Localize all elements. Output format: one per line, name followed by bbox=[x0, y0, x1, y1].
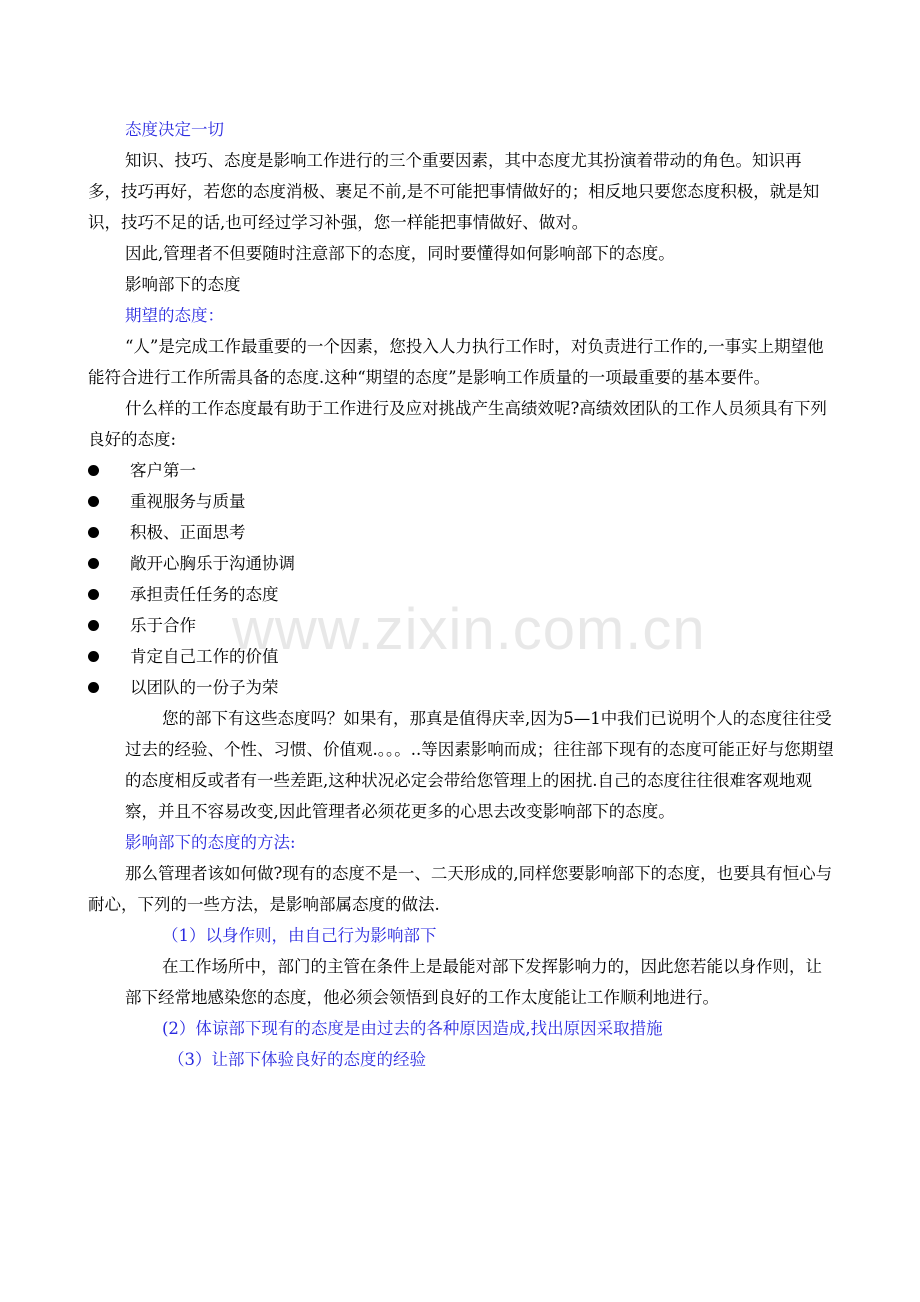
list-item: 乐于合作 bbox=[88, 610, 834, 641]
list-item: 重视服务与质量 bbox=[88, 486, 834, 517]
bullet-icon bbox=[88, 651, 99, 662]
list-item: 客户第一 bbox=[88, 455, 834, 486]
list-item: 敞开心胸乐于沟通协调 bbox=[88, 548, 834, 579]
bullet-icon bbox=[88, 496, 99, 507]
paragraph-intro: 知识、技巧、态度是影响工作进行的三个重要因素，其中态度尤其扮演着带动的角色。知识再多，技巧再好，若您的态度消极、裹足不前,是不可能把事情做好的；相反地只要您态度积极，就是知识，技巧不足的话,也可经过学习补强，您一样能把事情做好、做对。 bbox=[88, 151, 820, 232]
bullet-icon bbox=[88, 527, 99, 538]
doc-title: 态度决定一切 bbox=[125, 120, 224, 139]
bullet-icon bbox=[88, 620, 99, 631]
paragraph-workplace: 在工作场所中，部门的主管在条件上是最能对部下发挥影响力的，因此您若能以身作则，让部下经常地感染您的态度，他必须会领悟到良好的工作太度能让工作顺利地进行。 bbox=[125, 957, 822, 1007]
bullet-icon bbox=[88, 682, 99, 693]
paragraph-people: “人”是完成工作最重要的一个因素，您投入人力执行工作时，对负责进行工作的,一事实上期望他能符合进行工作所需具备的态度.这种“期望的态度”是影响工作质量的一项最重要的基本要件。 bbox=[88, 337, 824, 387]
list-item: 积极、正面思考 bbox=[88, 517, 834, 548]
bullet-icon bbox=[88, 558, 99, 569]
watermark: www.zixin.com.cn bbox=[232, 597, 706, 662]
attitude-list bbox=[88, 455, 834, 703]
list-item: 肯定自己工作的价值 bbox=[88, 641, 834, 672]
heading-expected-attitude: 期望的态度： bbox=[125, 306, 224, 325]
heading-influence: 影响部下的态度 bbox=[125, 275, 241, 294]
paragraph-therefore: 因此,管理者不但要随时注意部下的态度，同时要懂得如何影响部下的态度。 bbox=[125, 244, 675, 263]
paragraph-your-subordinates: 您的部下有这些态度吗？如果有，那真是值得庆幸,因为5—1中我们已说明个人的态度往往受过去的经验、个性、习惯、价值观.。。。..等因素影响而成；往往部下现有的态度可能正好与您期望的态度相反或者有一些差距,这种状况必定会带给您管理上的困扰.自己的态度往往很难客观地观察，并且不容易改变,因此管理者必须花更多的心思去改变影响部下的态度。 bbox=[125, 709, 834, 821]
heading-methods: 影响部下的态度的方法: bbox=[125, 833, 296, 852]
document-body bbox=[88, 114, 834, 1075]
method-1: （1）以身作则，由自己行为影响部下 bbox=[162, 926, 437, 945]
paragraph-how: 那么管理者该如何做?现有的态度不是一、二天形成的,同样您要影响部下的态度，也要具有恒心与耐心，下列的一些方法，是影响部属态度的做法. bbox=[88, 864, 833, 914]
bullet-icon bbox=[88, 589, 99, 600]
list-item: 承担责任任务的态度 bbox=[88, 579, 834, 610]
list-item: 以团队的一份子为荣 bbox=[88, 672, 834, 703]
method-3: （3）让部下体验良好的态度的经验 bbox=[168, 1050, 426, 1069]
bullet-icon bbox=[88, 465, 99, 476]
method-2: (2）体谅部下现有的态度是由过去的各种原因造成,找出原因采取措施 bbox=[162, 1019, 663, 1038]
paragraph-question: 什么样的工作态度最有助于工作进行及应对挑战产生高绩效呢?高绩效团队的工作人员须具有下列良好的态度: bbox=[88, 399, 827, 449]
